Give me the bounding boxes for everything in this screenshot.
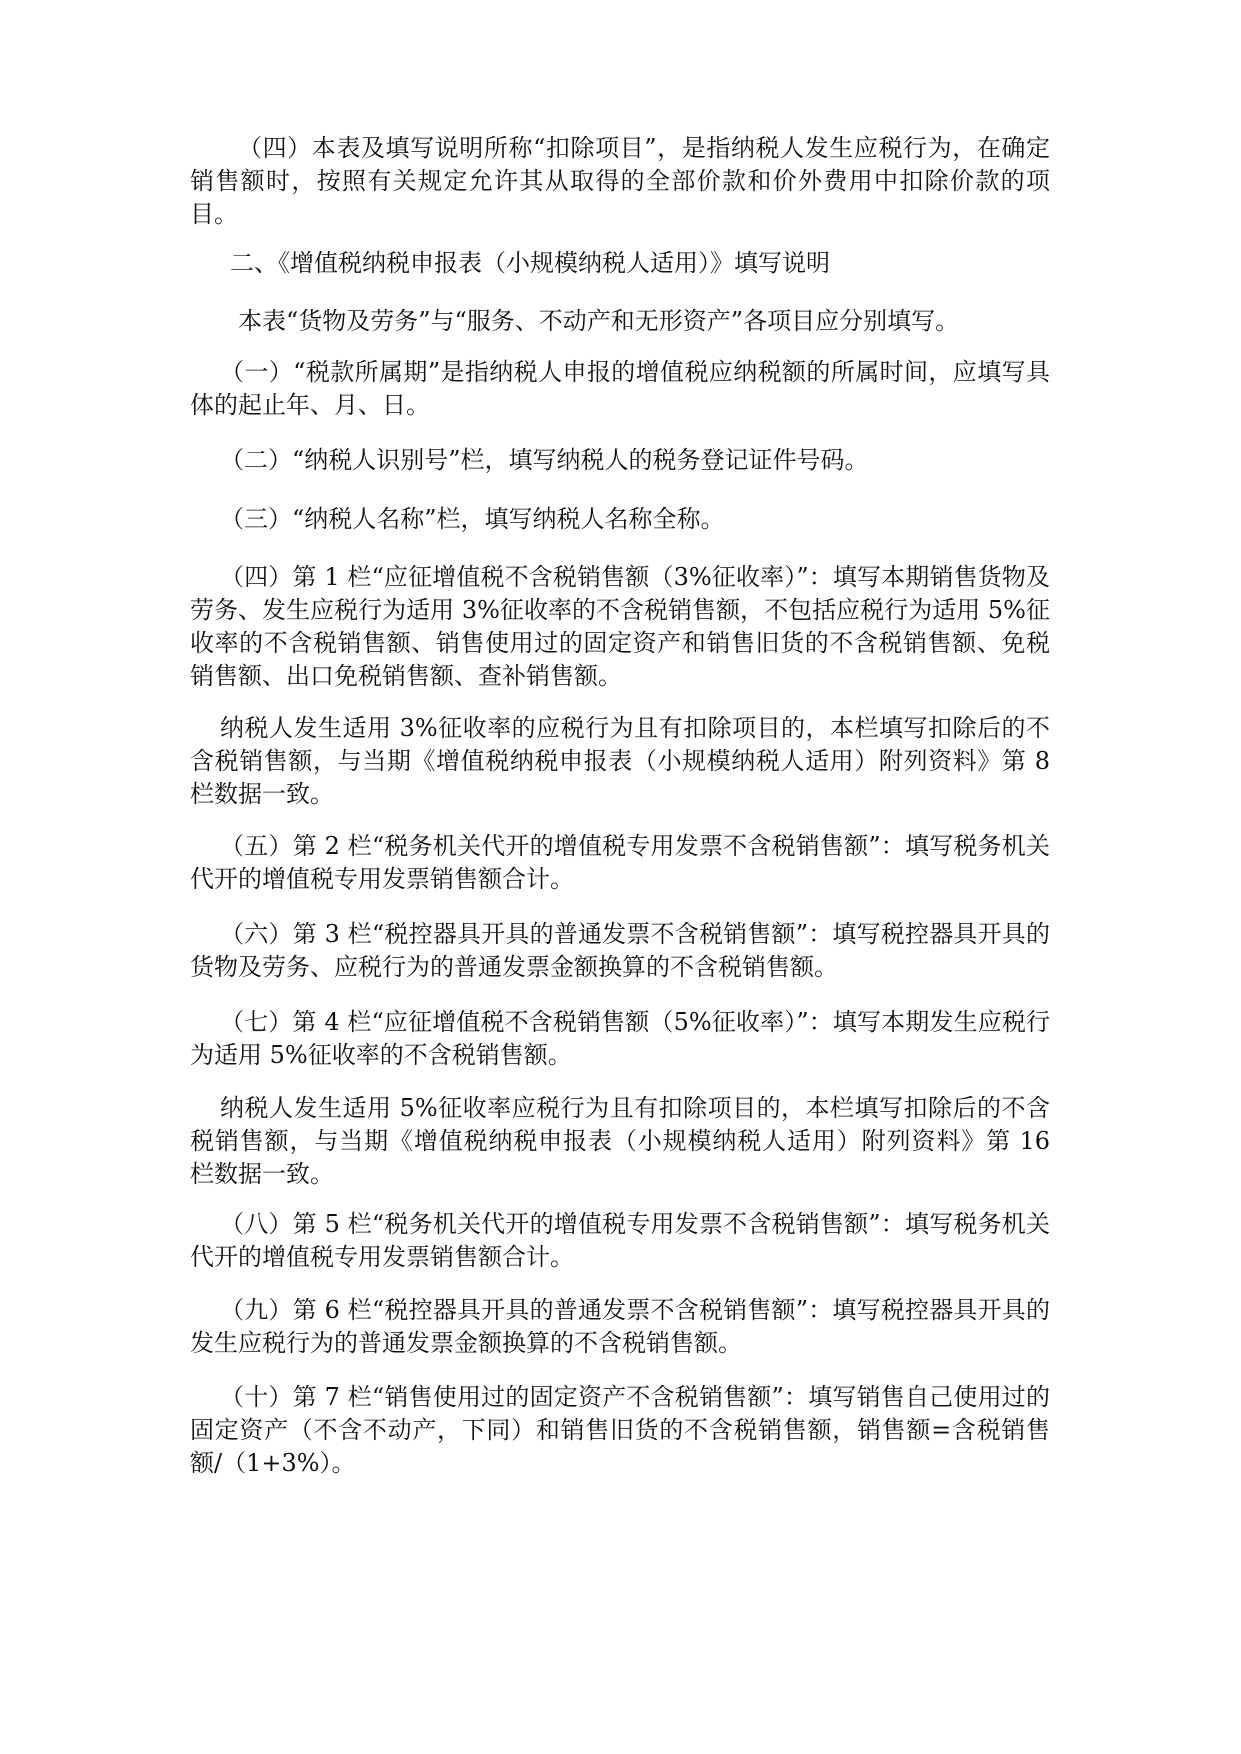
- paragraph-taxpayer-id: （二）“纳税人识别号”栏，填写纳税人的税务登记证件号码。: [220, 446, 869, 474]
- section-heading-2: 二、《增值税纳税申报表（小规模纳税人适用）》填写说明: [230, 249, 830, 277]
- paragraph-column-1: （四）第 1 栏“应征增值税不含税销售额（3%征收率）”：填写本期销售货物及劳务、发生应税行为适用 3%征收率的不含税销售额，不包括应税行为适用 5%征收率的不含税销售额、销售使用过的固定资产和销售旧货的不含税销售额、免税销售额、出口免税销售额、查补销售额。: [190, 563, 1050, 690]
- paragraph-column-4: （七）第 4 栏“应征增值税不含税销售额（5%征收率）”：填写本期发生应税行为适用 5%征收率的不含税销售额。: [190, 1008, 1050, 1069]
- paragraph-column-2: （五）第 2 栏“税务机关代开的增值税专用发票不含税销售额”：填写税务机关代开的增值税专用发票销售额合计。: [190, 832, 1050, 893]
- paragraph-column-7: （十）第 7 栏“销售使用过的固定资产不含税销售额”：填写销售自己使用过的固定资产（不含不动产，下同）和销售旧货的不含税销售额，销售额=含税销售额/（1+3%）。: [190, 1383, 1050, 1477]
- paragraph-column-6: （九）第 6 栏“税控器具开具的普通发票不含税销售额”：填写税控器具开具的发生应税行为的普通发票金额换算的不含税销售额。: [190, 1296, 1050, 1357]
- paragraph-fill-separately: 本表“货物及劳务”与“服务、不动产和无形资产”各项目应分别填写。: [238, 307, 960, 335]
- paragraph-column-5: （八）第 5 栏“税务机关代开的增值税专用发票不含税销售额”：填写税务机关代开的增值税专用发票销售额合计。: [190, 1210, 1050, 1271]
- paragraph-column-3: （六）第 3 栏“税控器具开具的普通发票不含税销售额”：填写税控器具开具的货物及劳务、应税行为的普通发票金额换算的不含税销售额。: [190, 920, 1050, 981]
- paragraph-deduction-items: （四）本表及填写说明所称“扣除项目”，是指纳税人发生应税行为，在确定销售额时，按照有关规定允许其从取得的全部价款和价外费用中扣除价款的项目。: [190, 134, 1050, 228]
- paragraph-column-4-deduction: 纳税人发生适用 5%征收率应税行为且有扣除项目的，本栏填写扣除后的不含税销售额，与当期《增值税纳税申报表（小规模纳税人适用）附列资料》第 16 栏数据一致。: [190, 1094, 1050, 1188]
- paragraph-column-1-deduction: 纳税人发生适用 3%征收率的应税行为且有扣除项目的，本栏填写扣除后的不含税销售额，与当期《增值税纳税申报表（小规模纳税人适用）附列资料》第 8 栏数据一致。: [190, 714, 1050, 808]
- paragraph-taxpayer-name: （三）“纳税人名称”栏，填写纳税人名称全称。: [220, 505, 725, 533]
- paragraph-tax-period: （一）“税款所属期”是指纳税人申报的增值税应纳税额的所属时间，应填写具体的起止年、月、日。: [190, 358, 1050, 419]
